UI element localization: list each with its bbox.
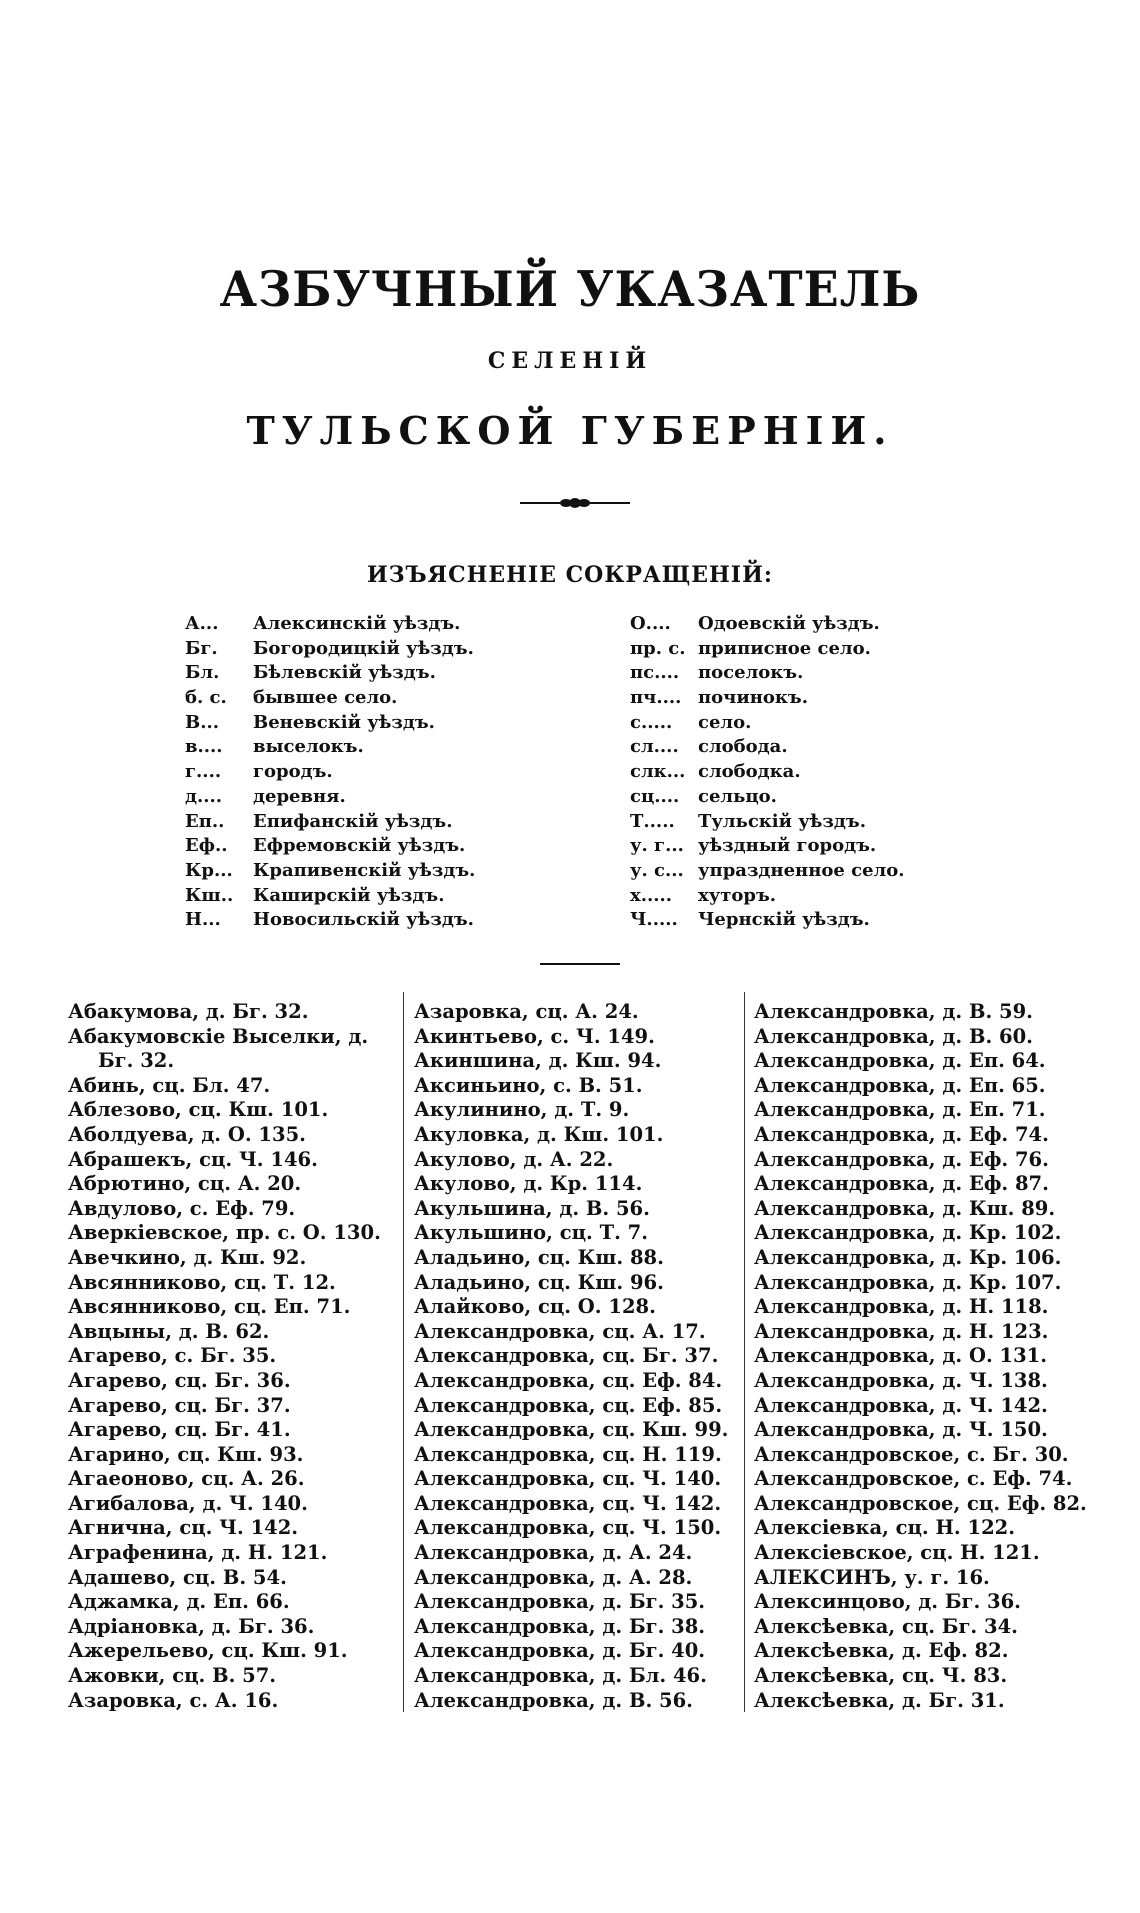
index-entry: Агарево, с. Бг. 35. xyxy=(68,1344,277,1368)
legend-abbreviation: Бл. xyxy=(185,662,220,684)
index-entry: Авсянниково, сц. Еп. 71. xyxy=(68,1295,351,1319)
index-entry: Агарино, сц. Кш. 93. xyxy=(68,1442,304,1466)
legend-abbreviation: сц.... xyxy=(630,785,680,807)
index-entry: Азаровка, сц. А. 24. xyxy=(414,1000,639,1023)
legend-abbreviation: пч.... xyxy=(630,687,682,709)
legend-abbreviation: сл.... xyxy=(630,736,679,758)
index-entry: Александровка, д. В. 60. xyxy=(754,1024,1033,1048)
legend-row xyxy=(185,612,475,637)
index-entry: Александровка, д. Еп. 65. xyxy=(754,1073,1046,1097)
index-entry: Александровка, д. Еф. 74. xyxy=(754,1122,1049,1146)
column-divider xyxy=(744,992,745,1712)
legend-abbreviation: г.... xyxy=(185,761,222,783)
legend-left xyxy=(185,612,475,933)
legend-abbreviation: Н... xyxy=(185,909,221,931)
legend-abbreviation: Кш.. xyxy=(185,884,234,906)
legend-abbreviation: О.... xyxy=(630,613,671,634)
legend-meaning: приписное село. xyxy=(698,637,871,659)
index-entry: Адашево, сц. В. 54. xyxy=(68,1565,287,1589)
legend-row xyxy=(630,686,905,711)
legend-row xyxy=(630,612,905,637)
index-entry: Аверкіевское, пр. с. О. 130. xyxy=(68,1221,381,1245)
legend-row xyxy=(185,637,475,662)
index-entry: Абрашекъ, сц. Ч. 146. xyxy=(68,1147,318,1171)
section-divider xyxy=(540,963,620,965)
index-entry: Алексѣевка, сц. Ч. 83. xyxy=(754,1664,1008,1688)
index-entry: Абинь, сц. Бл. 47. xyxy=(68,1073,271,1097)
legend-row xyxy=(630,760,905,785)
index-entry: Александровка, сц. Еф. 85. xyxy=(414,1393,723,1417)
index-entry: Алексіевка, сц. Н. 122. xyxy=(754,1516,1016,1540)
index-entry: Акулово, д. А. 22. xyxy=(414,1147,614,1171)
legend-meaning: Ефремовскій уѣздъ. xyxy=(253,835,466,857)
page-subtitle: СЕЛЕНІЙ xyxy=(487,348,653,374)
index-entry: Алексѣевка, сц. Бг. 34. xyxy=(754,1614,1018,1638)
legend-meaning: Крапивенскій уѣздъ. xyxy=(253,859,476,881)
legend-meaning: Чернскій уѣздъ. xyxy=(698,909,870,931)
legend-row xyxy=(185,859,475,884)
legend-abbreviation: В... xyxy=(185,711,220,733)
legend-row xyxy=(185,785,475,810)
legend-meaning: бывшее село. xyxy=(253,687,398,709)
legend-meaning: хуторъ. xyxy=(698,884,777,906)
legend-meaning: слобода. xyxy=(698,736,788,758)
index-entry: Аграфенина, д. Н. 121. xyxy=(68,1541,328,1565)
index-entry: Александровка, д. Кр. 106. xyxy=(754,1245,1062,1269)
legend-abbreviation: Бг. xyxy=(185,637,218,659)
index-entry: Акульшино, сц. Т. 7. xyxy=(414,1221,649,1245)
index-entry: АЛЕКСИНЪ, у. г. 16. xyxy=(754,1565,990,1589)
legend-row xyxy=(185,686,475,711)
index-entry: Александровка, сц. Бг. 37. xyxy=(414,1344,719,1368)
index-entry: Ажерельево, сц. Кш. 91. xyxy=(68,1639,348,1663)
index-entry: Александровка, сц. Н. 119. xyxy=(414,1442,722,1466)
legend-row xyxy=(185,760,475,785)
index-column-2 xyxy=(414,1000,744,1713)
legend-meaning: уѣздный городъ. xyxy=(698,835,877,857)
index-entry: Авсянниково, сц. Т. 12. xyxy=(68,1270,336,1294)
index-entry: Авдулово, с. Еф. 79. xyxy=(68,1196,296,1220)
index-entry: Аладьино, сц. Кш. 88. xyxy=(414,1245,664,1269)
index-entry: Акулово, д. Кр. 114. xyxy=(414,1172,643,1196)
legend-row xyxy=(630,785,905,810)
index-entry: Алайково, сц. О. 128. xyxy=(414,1295,656,1319)
legend-meaning: село. xyxy=(698,711,752,733)
index-entry: Александровка, сц. А. 17. xyxy=(414,1319,706,1343)
legend-meaning: Богородицкій уѣздъ. xyxy=(253,637,474,659)
legend-meaning: сельцо. xyxy=(698,785,777,807)
legend-abbreviation: пс.... xyxy=(630,662,680,684)
legend-abbreviation: Ч..... xyxy=(630,909,678,931)
legend-meaning: Одоевскій уѣздъ. xyxy=(698,613,880,634)
index-entry: Авцыны, д. В. 62. xyxy=(68,1319,270,1343)
legend-row xyxy=(185,908,475,933)
index-column-1 xyxy=(68,1000,398,1713)
index-entry: Абрютино, сц. А. 20. xyxy=(68,1172,302,1196)
index-entry: Акуловка, д. Кш. 101. xyxy=(414,1122,664,1146)
index-entry: Абакумовскіе Выселки, д. Бг. 32. xyxy=(68,1024,369,1073)
legend-row xyxy=(630,735,905,760)
legend-abbreviation: Еф.. xyxy=(185,835,228,857)
index-entry: Александровка, д. Кш. 89. xyxy=(754,1196,1056,1220)
index-entry: Александровка, сц. Еф. 84. xyxy=(414,1368,723,1392)
index-entry: Александровка, сц. Ч. 140. xyxy=(414,1467,722,1491)
index-entry: Александровка, д. В. 59. xyxy=(754,1000,1033,1023)
index-entry: Алексинцово, д. Бг. 36. xyxy=(754,1590,1021,1614)
legend-row xyxy=(185,711,475,736)
legend-meaning: упраздненное село. xyxy=(698,859,905,881)
index-entry: Александровка, д. Еп. 71. xyxy=(754,1098,1046,1122)
index-entry: Агарево, сц. Бг. 36. xyxy=(68,1368,291,1392)
index-entry: Акульшина, д. В. 56. xyxy=(414,1196,650,1220)
legend-right xyxy=(630,612,905,933)
legend-abbreviation: с..... xyxy=(630,711,673,733)
legend-meaning: деревня. xyxy=(253,785,346,807)
legend-row xyxy=(630,859,905,884)
index-entry: Александровка, д. Еф. 87. xyxy=(754,1172,1049,1196)
legend-row xyxy=(630,884,905,909)
index-entry: Александровка, сц. Ч. 150. xyxy=(414,1516,722,1540)
index-entry: Александровка, сц. Ч. 142. xyxy=(414,1491,722,1515)
legend-abbreviation: А... xyxy=(185,613,219,634)
index-entry: Абакумова, д. Бг. 32. xyxy=(68,1000,309,1023)
legend-meaning: слободка. xyxy=(698,761,801,783)
legend-row xyxy=(630,637,905,662)
legend-abbreviation: д.... xyxy=(185,785,223,807)
index-entry: Алексѣевка, д. Еф. 82. xyxy=(754,1639,1009,1663)
index-entry: Акулинино, д. Т. 9. xyxy=(414,1098,630,1122)
index-entry: Александровка, д. А. 24. xyxy=(414,1541,693,1565)
index-entry: Аболдуева, д. О. 135. xyxy=(68,1122,306,1146)
legend-abbreviation: пр. с. xyxy=(630,637,686,659)
index-entry: Агаеоново, сц. А. 26. xyxy=(68,1467,305,1491)
legend-row xyxy=(630,711,905,736)
index-entry: Агарево, сц. Бг. 37. xyxy=(68,1393,291,1417)
legend-abbreviation: б. с. xyxy=(185,687,227,709)
legend-row xyxy=(185,810,475,835)
legend-meaning: Тульскій уѣздъ. xyxy=(698,810,866,832)
legend-abbreviation: слк... xyxy=(630,761,686,783)
index-entry: Акинтьево, с. Ч. 149. xyxy=(414,1024,655,1048)
legend-meaning: выселокъ. xyxy=(253,736,364,758)
index-entry: Александровка, д. Ч. 142. xyxy=(754,1393,1048,1417)
legend-row xyxy=(185,834,475,859)
index-entry: Александровка, д. Бг. 40. xyxy=(414,1639,706,1663)
legend-meaning: починокъ. xyxy=(698,687,808,709)
legend-meaning: городъ. xyxy=(253,761,333,783)
legend-abbreviation: х..... xyxy=(630,884,673,906)
index-entry: Агибалова, д. Ч. 140. xyxy=(68,1491,308,1515)
legend-row xyxy=(630,834,905,859)
legend-abbreviation: в.... xyxy=(185,736,223,758)
index-entry: Александровка, д. А. 28. xyxy=(414,1565,693,1589)
legend-abbreviation: Т..... xyxy=(630,810,675,832)
legend-meaning: поселокъ. xyxy=(698,662,804,684)
index-entry: Алексіевское, сц. Н. 121. xyxy=(754,1541,1040,1565)
index-entry: Агарево, сц. Бг. 41. xyxy=(68,1418,291,1442)
index-entry: Александровка, д. Бл. 46. xyxy=(414,1664,707,1688)
index-entry: Александровка, д. О. 131. xyxy=(754,1344,1048,1368)
index-entry: Александровка, д. В. 56. xyxy=(414,1688,693,1712)
legend-meaning: Каширскій уѣздъ. xyxy=(253,884,445,906)
index-entry: Авечкино, д. Кш. 92. xyxy=(68,1245,307,1269)
index-entry: Александровское, сц. Еф. 82. xyxy=(754,1491,1087,1515)
page-title: АЗБУЧНЫЙ УКАЗАТЕЛЬ xyxy=(219,260,921,318)
index-entry: Александровское, с. Еф. 74. xyxy=(754,1467,1073,1491)
legend-meaning: Новосильскій уѣздъ. xyxy=(253,909,474,931)
index-entry: Аладьино, сц. Кш. 96. xyxy=(414,1270,664,1294)
column-divider xyxy=(403,992,404,1712)
index-entry: Александровка, д. Кр. 102. xyxy=(754,1221,1062,1245)
legend-row xyxy=(630,661,905,686)
index-entry: Александровка, д. Н. 123. xyxy=(754,1319,1049,1343)
legend-meaning: Алексинскій уѣздъ. xyxy=(253,613,461,634)
index-entry: Алексѣевка, д. Бг. 31. xyxy=(754,1688,1005,1712)
index-entry: Александровка, д. Н. 118. xyxy=(754,1295,1049,1319)
index-entry: Адріановка, д. Бг. 36. xyxy=(68,1614,315,1638)
legend-row xyxy=(185,884,475,909)
legend-row xyxy=(185,735,475,760)
index-entry: Александровка, д. Кр. 107. xyxy=(754,1270,1062,1294)
index-entry: Аксиньино, с. В. 51. xyxy=(414,1073,643,1097)
legend-meaning: Веневскій уѣздъ. xyxy=(253,711,435,733)
index-entry: Александровка, д. Бг. 35. xyxy=(414,1590,706,1614)
index-entry: Акиншина, д. Кш. 94. xyxy=(414,1049,662,1073)
legend-meaning: Бѣлевскій уѣздъ. xyxy=(253,662,436,684)
index-entry: Александровское, с. Бг. 30. xyxy=(754,1442,1069,1466)
index-entry: Александровка, сц. Кш. 99. xyxy=(414,1418,729,1442)
legend-row xyxy=(630,810,905,835)
legend-meaning: Епифанскій уѣздъ. xyxy=(253,810,453,832)
index-entry: Александровка, д. Ч. 150. xyxy=(754,1418,1048,1442)
index-entry: Александровка, д. Бг. 38. xyxy=(414,1614,706,1638)
index-entry: Агнична, сц. Ч. 142. xyxy=(68,1516,299,1540)
index-entry: Александровка, д. Еп. 64. xyxy=(754,1049,1046,1073)
legend-abbreviation: у. г... xyxy=(630,835,684,857)
ornament-divider xyxy=(520,488,630,518)
legend-row xyxy=(185,661,475,686)
legend-row xyxy=(630,908,905,933)
index-entry: Аджамка, д. Еп. 66. xyxy=(68,1590,290,1614)
legend-abbreviation: у. с... xyxy=(630,859,684,881)
page-subtitle-province: ТУЛЬСКОЙ ГУБЕРНІИ. xyxy=(246,408,894,453)
legend-abbreviation: Кр... xyxy=(185,859,233,881)
index-entry: Ажовки, сц. В. 57. xyxy=(68,1664,277,1688)
index-entry: Александровка, д. Ч. 138. xyxy=(754,1368,1048,1392)
index-entry: Азаровка, с. А. 16. xyxy=(68,1688,279,1712)
index-entry: Аблезово, сц. Кш. 101. xyxy=(68,1098,329,1122)
index-entry: Александровка, д. Еф. 76. xyxy=(754,1147,1049,1171)
legend-title: ИЗЪЯСНЕНІЕ СОКРАЩЕНІЙ: xyxy=(366,562,773,588)
legend-abbreviation: Еп.. xyxy=(185,810,225,832)
index-column-3 xyxy=(754,1000,1094,1713)
